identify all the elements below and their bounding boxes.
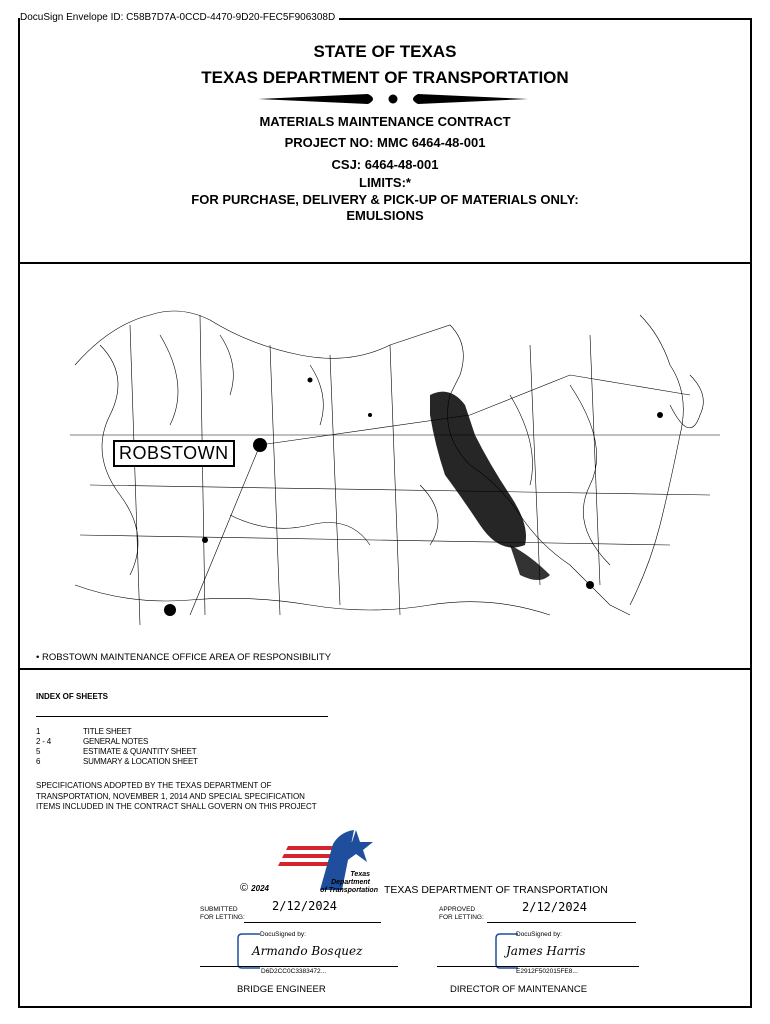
index-row bbox=[36, 747, 196, 756]
approved-line bbox=[487, 922, 636, 923]
specifications-note: SPECIFICATIONS ADOPTED BY THE TEXAS DEPARTMENT OF TRANSPORTATION, NOVEMBER 1, 2014 AND SPECIAL SPECIFICATION ITEMS INCLUDED IN THE CONTRACT SHALL GOVERN ON THIS PROJECT bbox=[36, 781, 317, 811]
limits-label: LIMITS:* bbox=[359, 175, 411, 190]
txdot-logo bbox=[278, 828, 378, 894]
logo-text-transportation: of Transportation bbox=[320, 887, 378, 894]
index-row bbox=[36, 727, 131, 736]
approved-label: APPROVED bbox=[439, 906, 476, 913]
index-label: SUMMARY & LOCATION SHEET bbox=[83, 757, 198, 766]
copyright-notice bbox=[240, 882, 269, 894]
index-row bbox=[36, 737, 148, 746]
material-line: EMULSIONS bbox=[346, 208, 424, 223]
docusign-envelope-id: DocuSign Envelope ID: C58B7D7A-0CCD-4470-9D20-FEC5F906308D bbox=[20, 12, 339, 23]
title-ornament bbox=[258, 90, 528, 108]
right-signer-role: DIRECTOR OF MAINTENANCE bbox=[450, 984, 588, 995]
right-signature-line bbox=[437, 966, 639, 967]
index-num: 2 - 4 bbox=[36, 737, 52, 746]
submitted-label: SUBMITTED bbox=[200, 906, 238, 913]
left-signer-role: BRIDGE ENGINEER bbox=[237, 984, 326, 995]
contract-title: MATERIALS MAINTENANCE CONTRACT bbox=[259, 114, 511, 129]
logo-text-texas: Texas bbox=[350, 871, 370, 878]
project-number: PROJECT NO: MMC 6464-48-001 bbox=[284, 135, 486, 150]
index-row bbox=[36, 757, 198, 766]
index-label: TITLE SHEET bbox=[83, 727, 132, 736]
index-num: 5 bbox=[36, 747, 41, 756]
index-label: ESTIMATE & QUANTITY SHEET bbox=[83, 747, 197, 756]
right-signature-header: DocuSigned by: bbox=[516, 931, 562, 938]
copyright-year: 2024 bbox=[251, 884, 269, 893]
state-title: STATE OF TEXAS bbox=[313, 42, 457, 61]
right-signature: James Harris bbox=[506, 944, 586, 958]
index-num: 6 bbox=[36, 757, 41, 766]
left-signature-header: DocuSigned by: bbox=[260, 931, 306, 938]
index-rule bbox=[36, 716, 328, 717]
map-caption: • ROBSTOWN MAINTENANCE OFFICE AREA OF RESPONSIBILITY bbox=[36, 652, 332, 663]
divider-top bbox=[18, 262, 752, 264]
approved-for-letting-label: FOR LETTING: bbox=[439, 914, 484, 921]
approved-date: 2/12/2024 bbox=[522, 900, 588, 914]
left-signature-line bbox=[200, 966, 398, 967]
submitted-date: 2/12/2024 bbox=[272, 899, 338, 913]
left-signature-id: D6D2CC0C3383472... bbox=[261, 968, 327, 975]
robstown-map-label: ROBSTOWN bbox=[113, 440, 235, 467]
department-title: TEXAS DEPARTMENT OF TRANSPORTATION bbox=[201, 68, 569, 87]
right-signature-id: E2912F502015FE8... bbox=[516, 968, 578, 975]
divider-bottom bbox=[18, 668, 752, 670]
submitted-line bbox=[244, 922, 381, 923]
left-signature: Armando Bosquez bbox=[252, 944, 363, 958]
purpose-line: FOR PURCHASE, DELIVERY & PICK-UP OF MATERIALS ONLY: bbox=[191, 192, 579, 207]
index-num: 1 bbox=[36, 727, 41, 736]
index-title: INDEX OF SHEETS bbox=[36, 692, 109, 701]
submitted-for-letting-label: FOR LETTING: bbox=[200, 914, 245, 921]
copyright-symbol: © bbox=[240, 882, 249, 894]
index-label: GENERAL NOTES bbox=[83, 737, 149, 746]
copyright-org: TEXAS DEPARTMENT OF TRANSPORTATION bbox=[384, 884, 608, 896]
logo-text-department: Department bbox=[331, 879, 370, 886]
csj-number: CSJ: 6464-48-001 bbox=[331, 157, 439, 172]
